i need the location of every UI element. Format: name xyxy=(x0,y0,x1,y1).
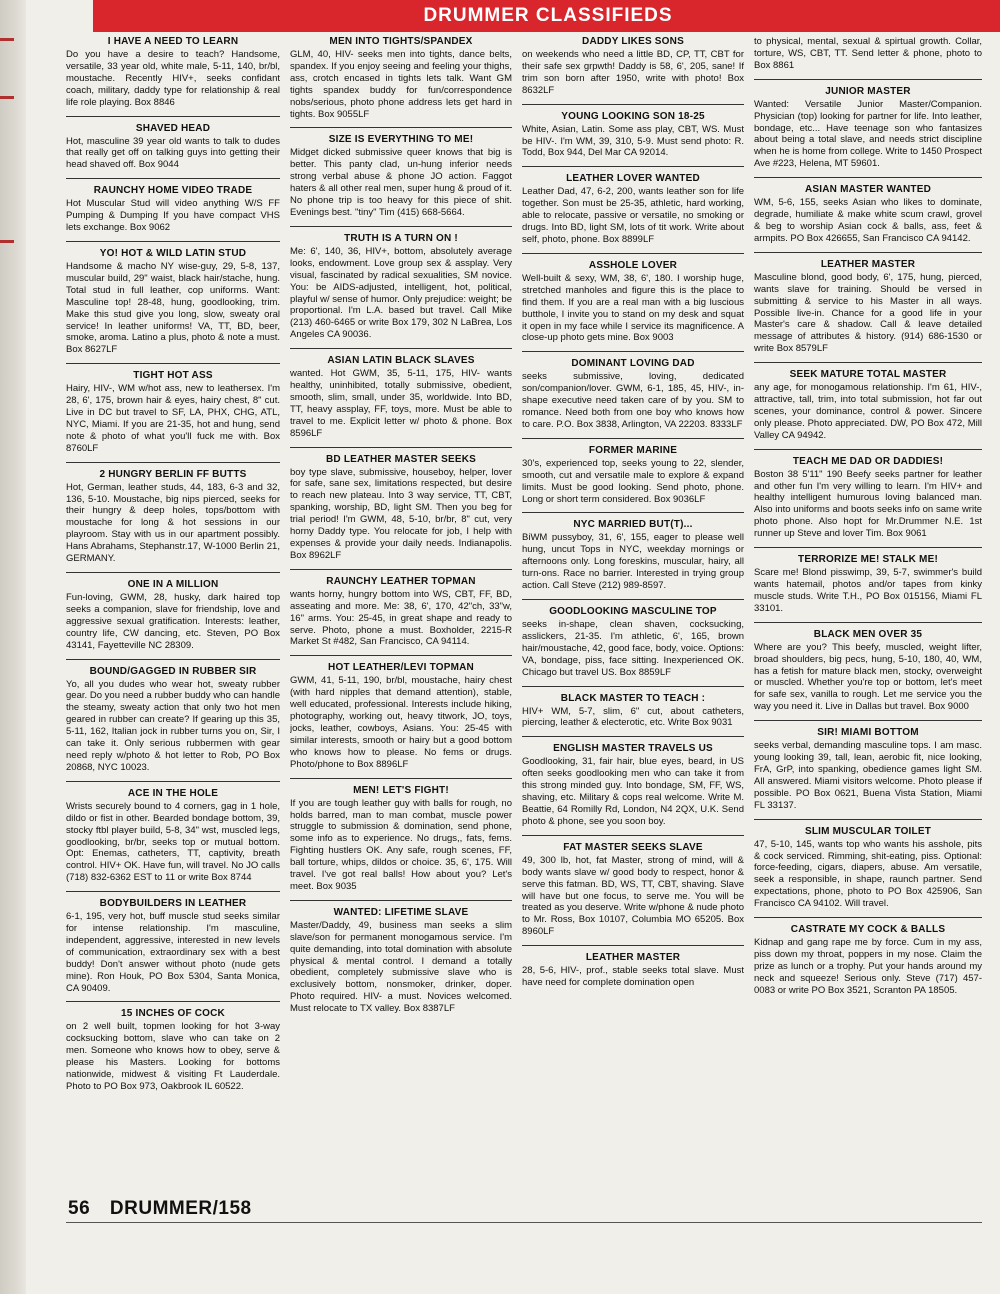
classifieds-column-1 xyxy=(66,36,280,1188)
classified-ad xyxy=(290,785,512,893)
ad-body-text: Hot, masculine 39 year old wants to talk to dudes that really get off on talking guys into getting their head shaved off. Box 9044 xyxy=(66,135,280,171)
classified-ad xyxy=(522,519,744,592)
classified-ad xyxy=(290,907,512,1015)
ad-divider xyxy=(66,659,280,660)
classified-ad xyxy=(754,727,982,811)
classified-ad xyxy=(66,666,280,774)
classified-ad xyxy=(754,86,982,170)
ad-body-text: on weekends who need a little BD, CP, TT, CBT for their safe sex grpwth! Daddy is 58, 6', 205, sane! If trim son born after 1950, write with photo! Box 8632LF xyxy=(522,49,744,96)
classified-ad xyxy=(66,248,280,356)
ad-body-text: Scare me! Blond pisswimp, 39, 5-7, swimmer's build wants hatemail, photos and/or tapes from kinky muscle studs. Write T.H., PO Box 015156, Miami FL 33101. xyxy=(754,567,982,614)
publication-issue: DRUMMER/158 xyxy=(109,1198,252,1219)
classified-ad xyxy=(522,111,744,160)
ad-headline: MEN! LET'S FIGHT! xyxy=(353,784,449,796)
ad-headline: YO! HOT & WILD LATIN STUD xyxy=(99,247,247,259)
ad-headline: CASTRATE MY COCK & BALLS xyxy=(790,924,946,936)
classified-ad xyxy=(66,370,280,454)
ad-divider xyxy=(522,351,744,352)
classifieds-column-3 xyxy=(522,36,744,1188)
ad-headline: FORMER MARINE xyxy=(588,444,678,456)
ad-divider xyxy=(290,348,512,349)
ad-headline: SHAVED HEAD xyxy=(135,122,211,134)
ad-headline: SIZE IS EVERYTHING TO ME! xyxy=(328,134,474,146)
ad-body-text: seeks verbal, demanding masculine tops. I am masc. young looking 39, tall, lean, aerobic fit, nice looking, FrA, GrP, into spanking, obedience games light SM. All answered. Miami visitors welcome. Photo please if possible. PO Box 0621, Buena Vista Station, Miami FL 33137. xyxy=(754,740,982,811)
ad-headline: ASIAN MASTER WANTED xyxy=(804,184,932,196)
ad-headline: TEACH ME DAD OR DADDIES! xyxy=(792,455,944,467)
ad-headline: RAUNCHY HOME VIDEO TRADE xyxy=(93,185,253,197)
ad-divider xyxy=(522,253,744,254)
ad-body-text: GLM, 40, HIV- seeks men into tights, dance belts, spandex. If you enjoy seeing and feeling your thighs, ass, crotch encased in tights lets talk. Want GM tights spandex buddy for fun/correspondence nobs/serious, photo phone address lets get hard in tights. Box 9055LF xyxy=(290,49,512,120)
ad-divider xyxy=(522,945,744,946)
ad-headline: DADDY LIKES SONS xyxy=(582,36,684,47)
ad-headline: FAT MASTER SEEKS SLAVE xyxy=(563,841,703,853)
ad-headline: BD LEATHER MASTER SEEKS xyxy=(326,453,476,465)
ad-headline: MEN INTO TIGHTS/SPANDEX xyxy=(329,36,473,47)
ad-body-text: BiWM pussyboy, 31, 6', 155, eager to please well hung, uncut Tops in NYC, weekday mornings or afternoons only. Long foreskins, muscular, hairy, all turn-ons. Race no barrier. Interested in trying group action. Call Steve (212) 989-8597. xyxy=(522,532,744,592)
binding-tick xyxy=(0,96,14,99)
classified-ad xyxy=(754,826,982,910)
ad-divider xyxy=(66,116,280,117)
ad-body-text: GWM, 41, 5-11, 190, br/bl, moustache, hairy chest (with hard nipples that demand attention), stable, well educated, professional. Interests include hiking, photography, working out, heavy titwork, JO, toys, jocks, leather, cowboys, Asians. You: 25-45 with similar interests, smooth or hairy but a good bottom who knows how to please. No fems or drugs. Photo/phone to Box 8896LF xyxy=(290,675,512,770)
ad-body-text: 49, 300 lb, hot, fat Master, strong of mind, will & body wants slave w/ good body to respect, honor & serve this fatman. BD, WS, TT, CBT, shaving. Slave will have but one focus, to serve me. You will be treated as you deserve. Write w/phone & nude photo to Mr. Ross, Box 10107, Columbia MO 65205. Box 8960LF xyxy=(522,854,744,938)
ad-body-text: Where are you? This beefy, muscled, weight lifter, broad shoulders, big pecs, hung, 5-10, 180, 40, WM, has a fetish for mature black men, stocky, overweight or muscled. Whether you're top or bottom, let's meet for safe sex, vanilla to rough. Let me service you the way you need it. Live in Dallas but travel. Box 9000 xyxy=(754,641,982,713)
header-banner xyxy=(93,0,1000,32)
ad-headline: LEATHER MASTER xyxy=(820,258,916,270)
ad-body-text: Master/Daddy, 49, business man seeks a slim slave/son for permanent monogamous service. I'm quite demanding, into total domination with absolute physical & mental control. I demand a totally obedient, completely submissive slave who is exclusively bottom, nonsmoker, drinker, doper. Photo required. HIV- a must. Novices welcomed. Must relocate to TX valley. Box 8387LF xyxy=(290,919,512,1015)
classified-ad xyxy=(522,36,744,97)
ad-headline: 15 INCHES OF COCK xyxy=(121,1008,225,1020)
ad-body-text: 30's, experienced top, seeks young to 22, slender, smooth, cut and versatile male to explore & expand limits. Must be good looking. Send photo, phone. Long or short term considered. Box 9036LF xyxy=(522,457,744,505)
classified-ad xyxy=(66,469,280,565)
classified-ad xyxy=(290,36,512,120)
binding-tick xyxy=(0,240,14,243)
classified-ad xyxy=(754,554,982,615)
classifieds-column-4 xyxy=(754,36,982,1188)
ad-headline: JUNIOR MASTER xyxy=(825,85,911,97)
ad-body-text: Leather Dad, 47, 6-2, 200, wants leather son for life together. Son must be 25-35, athletic, hard working, able to relocate, passive or versatile, no smoking or drugs. Into BD, light SM, lots of tit work. Write about self, photo, phone. Box 8899LF xyxy=(522,186,744,245)
ad-headline: TIGHT HOT ASS xyxy=(133,370,213,382)
classified-ad xyxy=(66,898,280,994)
ad-body-text: Goodlooking, 31, fair hair, blue eyes, beard, in US often seeks goodlooking men who can take it from this strong minded guy. Into bondage, SM, FF, WS, shaving, etc. Military & cops real welcome. Write M. Beattie, 64 Romilly Rd, London, N4 2QX, U.K. Send photo & phone, see you soon boy. xyxy=(522,756,744,827)
ad-headline: BLACK MASTER TO TEACH : xyxy=(560,692,706,704)
ad-headline: WANTED: LIFETIME SLAVE xyxy=(333,906,469,918)
ad-divider xyxy=(66,241,280,242)
classified-ad xyxy=(522,173,744,246)
classified-ad xyxy=(66,1008,280,1092)
ad-divider xyxy=(522,599,744,600)
page-number: 56 xyxy=(68,1198,91,1219)
ad-body-text: wants horny, hungry bottom into WS, CBT, FF, BD, asseating and more. Me: 38, 6', 170, 42"ch, 33"w, 16" arms. You: 25-45, in great shape and ready to serve. Photo, phone a must. Boxholder, 2215-R Market St #482, San Francisco, CA 94114. xyxy=(290,588,512,648)
page-binding-edge xyxy=(0,0,26,1294)
ad-body-text: HIV+ WM, 5-7, slim, 6" cut, about catheters, piercing, leather & electerotic, etc. Write Box 9031 xyxy=(522,705,744,729)
ad-divider xyxy=(522,104,744,105)
ad-divider xyxy=(290,226,512,227)
ad-headline: DOMINANT LOVING DAD xyxy=(571,358,695,370)
ad-headline: TERRORIZE ME! STALK ME! xyxy=(798,554,938,566)
classified-ad xyxy=(522,445,744,506)
ad-divider xyxy=(290,569,512,570)
ad-headline: SLIM MUSCULAR TOILET xyxy=(804,825,932,837)
ad-headline: ACE IN THE HOLE xyxy=(127,787,219,799)
binding-tick xyxy=(0,38,14,41)
ad-body-text: to physical, mental, sexual & spirtual growth. Collar, torture, WS, CBT, TT. Send letter & phone, photo to Box 8861 xyxy=(754,36,982,71)
ad-body-text: 6-1, 195, very hot, buff muscle stud seeks similar for intense relationship. I'm masculine, independent, aggressive, interested in new levels of communication, extraordinary sex with a best buddy! Don't answer without photo (nude gets mine). Ron Houk, PO Box 5304, Santa Monica, CA 90409. xyxy=(66,911,280,994)
ad-divider xyxy=(522,438,744,439)
ad-headline: TRUTH IS A TURN ON ! xyxy=(344,232,458,244)
ad-body-text: Masculine blond, good body, 6', 175, hung, pierced, wants slave for training. Should be versed in submitting & service to his Master in all ways. Possible live-in. Chance for a good life in your Master's care & shadow. Call & leave detailed message of attributes & history. (914) 686-1530 or write Box 8579LF xyxy=(754,271,982,355)
ad-body-text: Boston 38 5'11" 190 Beefy seeks partner for leather and other fun I'm very willing to learn. I'm HIV+ and healthy intelligent humurous loving balanced man. Also into uniforms and boots seeks info on same write photo phone. Also hopt for Mr.Drummer N.E. 1st runner up Steve and lover Tim. Box 9061 xyxy=(754,468,982,540)
ad-headline: SIR! MIAMI BOTTOM xyxy=(817,727,919,739)
ad-divider xyxy=(754,917,982,918)
ad-divider xyxy=(66,178,280,179)
ad-body-text: Me: 6', 140, 36, HIV+, bottom, absolutely average looks, endowment. Love group sex & assplay. Very visual, fascinated by radical sexualities, SM novice. You: be AIDS-adjusted, intelligent, hot, political, playful w/ sense of humor. Only prejudice: weight; be proportional. I'm L.A. based but travel. Call Mike (213) 460-6465 or write Box 179, 302 N LaBrea, Los Angeles CA 90036. xyxy=(290,245,512,341)
ad-divider xyxy=(754,547,982,548)
ad-body-text: Handsome & macho NY wise-guy, 29, 5-8, 137, muscular build, 29" waist, black hair/stache, hung. Total stud in full leather, cop uniforms. Want: Masculine top! 28-48, hung, goodlooking, trim. Make this stud give you long, slow, sweaty oral service! In leather uniforms! VA, TT, BD, beer, smoke, aroma. Latino a plus, photo & note a must. Box 8627LF xyxy=(66,260,280,356)
ad-body-text: wanted. Hot GWM, 35, 5-11, 175, HIV- wants healthy, uninhibited, totally submissive, obedient, smooth, slim, small, under 35, worldwide. Into BD, TT, heavy assplay, FF, toys, more. Must be able to travel to me. Explicit letter w/ photo & phone. Box 8596LF xyxy=(290,368,512,439)
classified-ad xyxy=(754,629,982,713)
ad-divider xyxy=(522,166,744,167)
classified-ad xyxy=(522,842,744,938)
ad-body-text: Hairy, HIV-, WM w/hot ass, new to leathersex. I'm 28, 6', 175, brown hair & eyes, hairy chest, 8" cut. Live in DC but travel to SF, LA, PHX, CHG, ATL, NYC, Miami. If you are 21-35, hot and hung, send note & photo of what you'll fuck me with. Box 8760LF xyxy=(66,383,280,454)
ad-divider xyxy=(522,512,744,513)
ad-headline: HOT LEATHER/LEVI TOPMAN xyxy=(328,662,474,674)
ad-body-text: Well-built & sexy, WM, 38, 6', 180. I worship huge, stretched manholes and figure this is the place to find them. If you are a real man with a big luscious butthole, I invite you to stand on my desk and squat it open in my face while I service its magnificence. A close-up photo gets mine. Box 9003 xyxy=(522,272,744,344)
classified-ad xyxy=(522,952,744,989)
ad-divider xyxy=(522,835,744,836)
ad-divider xyxy=(754,362,982,363)
ad-divider xyxy=(66,781,280,782)
ad-divider xyxy=(754,819,982,820)
classified-ad xyxy=(290,355,512,439)
ad-headline: SEEK MATURE TOTAL MASTER xyxy=(789,369,947,381)
ad-divider xyxy=(66,891,280,892)
ad-body-text: If you are tough leather guy with balls for rough, no holds barred, man to man combat, muscle power struggle to submission & domination, send phone, some info as to experience. No drugs,, fats, fems. Fighting hustlers OK. Any safe, rough scenes, FF, ball torture, whips, dildos or choice. 35, 6', 175. Will travel. I've got real balls! How about you? Let's meet. Box 9035 xyxy=(290,797,512,892)
ad-body-text: Do you have a desire to teach? Handsome, versatile, 33 year old, white male, 5-11, 140, br/bl, moustache. Recently HIV+, seeks confidant coach, military, daddy type for relationship & real life role playing. Box 8846 xyxy=(66,49,280,108)
ad-divider xyxy=(290,900,512,901)
ad-headline: I HAVE A NEED TO LEARN xyxy=(107,36,239,47)
ad-body-text: Hot, German, leather studs, 44, 183, 6-3 and 32, 136, 5-10. Moustache, big nips pierced, seeks for their hungry & deep holes, tops/bottom with moustache for long & hot sessions in our playroom. Stay with us in our apartment possibly. Hans Abrahams, Stephanstr.17, W-1000 Berlin 21, GERMANY. xyxy=(66,481,280,565)
ad-body-text: Hot Muscular Stud will video anything W/S FF Pumping & Dumping If you have compact VHS lets exchange. Box 9062 xyxy=(66,198,280,234)
ad-divider xyxy=(754,177,982,178)
ad-divider xyxy=(754,449,982,450)
ad-body-text: 47, 5-10, 145, wants top who wants his asshole, pits & cock serviced. Rimming, shit-eating, piss. Optional: force-feeding, cigars, diapers, abuse. Am versatile, seek a responsible, in shape, raunch partner. Send expectations, phone, photo to PO Box 425906, San Francisco CA 94102. Will travel. xyxy=(754,838,982,910)
classified-ad xyxy=(290,454,512,562)
ad-body-text: boy type slave, submissive, houseboy, helper, lover for safe, sane sex, limitations respected, but desire to reach new plateau. Into 3 way service, TT, CBT, spanking, worship, BD, light SM. Then you beg for trial period! I'm GWM, 48, 5-10, br/br, 8" cut, very horny Daddy type. You relocate for job, I help with expenses & provide your daily needs. Indianapolis. Box 8962LF xyxy=(290,466,512,561)
ad-body-text: Yo, all you dudes who wear hot, sweaty rubber gear. Do you need a rubber buddy who can handle the steamy, sweaty action that only two hot men geared in rubber can create? If gearing up this 35, 5-11, 162, Italian jock in rubber turns you on, Sir, I can take it. Only serious rubbermen with gear need reply w/photo & hot letter to Rob, PO Box 20868, NYC 10023. xyxy=(66,678,280,773)
ad-body-text: White, Asian, Latin. Some ass play, CBT, WS. Must be HIV-. I'm WM, 39, 310, 5-9. Must send photo: R. Todd, Box 944, Del Mar CA 92014. xyxy=(522,123,744,159)
footer-divider xyxy=(66,1222,982,1223)
classified-ad xyxy=(290,576,512,649)
ad-body-text: Wanted: Versatile Junior Master/Companion. Physician (top) looking for partner for life. Into leather, bondage, etc... Have teenage son who fantasizes about being a total slave, and needs strict discipline when he is home from college. Write to 1450 Prospect Ave #223, Helena, MT 59601. xyxy=(754,98,982,170)
ad-divider xyxy=(66,1001,280,1002)
classified-ad xyxy=(754,259,982,355)
ad-body-text: on 2 well built, topmen looking for hot 3-way cocksucking bottom, slave who can take on 2 men. Someone who knows how to obey, serve & please his Masters. Looking for bottoms nationwide, midwest & visiting Ft Lauderdale. Photo to PO Box 973, Oakbrook IL 60522. xyxy=(66,1021,280,1092)
classified-ad xyxy=(522,260,744,344)
ad-body-text: WM, 5-6, 155, seeks Asian who likes to dominate, degrade, humiliate & make white scum crawl, grovel & beg to worship Asian cock & balls, ass, feet & armpits. PO Box 426655, San Francisco CA 94142. xyxy=(754,197,982,244)
ad-headline: ONE IN A MILLION xyxy=(127,579,219,590)
classified-ad xyxy=(754,456,982,540)
ad-divider xyxy=(66,462,280,463)
ad-divider xyxy=(290,655,512,656)
ad-headline: 2 HUNGRY BERLIN FF BUTTS xyxy=(99,468,247,480)
classified-ad xyxy=(522,358,744,431)
ad-headline: BOUND/GAGGED IN RUBBER SIR xyxy=(89,665,257,677)
ad-divider xyxy=(754,720,982,721)
classifieds-column-2 xyxy=(290,36,512,1188)
page-title: DRUMMER CLASSIFIEDS xyxy=(423,5,673,26)
classified-ad xyxy=(66,123,280,172)
classified-ad xyxy=(754,369,982,442)
classified-ad xyxy=(754,924,982,997)
classified-ad xyxy=(754,184,982,245)
classified-ad xyxy=(290,233,512,341)
ad-divider xyxy=(754,79,982,80)
ad-divider xyxy=(522,736,744,737)
classified-ad xyxy=(66,788,280,884)
ad-body-text: Midget dicked submissive queer knows that big is better. This panty clad, un-hung inferior needs strong verbal abuse & phone JO action. Faggot haters & all other real men, super hung & proud of it. No phone trip is too heavy for this piece of shit. Evenings best. "tiny" Tim (415) 668-5664. xyxy=(290,147,512,218)
ad-body-text: Kidnap and gang rape me by force. Cum in my ass, piss down my throat, poppers in my nose. Claim the prize as lunch or a trophy. Put your hands around my neck and squeeze! Serious only. Steve (717) 457-0083 or write PO Box 3521, Scranton PA 18505. xyxy=(754,937,982,996)
ad-headline: LEATHER LOVER WANTED xyxy=(566,173,700,185)
ad-headline: LEATHER MASTER xyxy=(585,952,681,964)
ad-headline: NYC MARRIED BUT(T)... xyxy=(573,519,693,531)
ad-headline: BLACK MEN OVER 35 xyxy=(813,628,923,640)
classified-ad xyxy=(290,134,512,218)
ad-body-text: 28, 5-6, HIV-, prof., stable seeks total slave. Must have need for complete domination open xyxy=(522,965,744,989)
ad-headline: RAUNCHY LEATHER TOPMAN xyxy=(326,575,476,587)
ad-body-text: Wrists securely bound to 4 corners, gag in 1 hole, dildo or fist in other. Bearded bondage bottom, 39, stocky ftbl player build, 5-8, 34" wst, muscled legs, goodlooking, br/br, seeks top or mutual bottom. Opt: Enemas, catheters, TT, captivity, breath control. HIV+ OK. Have fun, will travel. No JO calls (718) 832-6362 EST to 11 or write Box 8744 xyxy=(66,800,280,884)
ad-body-text: seeks submissive, loving, dedicated son/companion/lover. GWM, 6-1, 185, 45, HIV-, in-shape executive need taken care of by you. SM to romance. Need both from one boy who knows how to care. P.O. Box 3838, Arlington, VA 22203. 8333LF xyxy=(522,371,744,430)
ad-divider xyxy=(522,686,744,687)
classified-ad xyxy=(66,579,280,652)
ad-headline: BODYBUILDERS IN LEATHER xyxy=(99,898,247,910)
ad-headline: ENGLISH MASTER TRAVELS US xyxy=(553,743,713,755)
ad-divider xyxy=(290,778,512,779)
classified-ad xyxy=(754,36,982,72)
ad-headline: YOUNG LOOKING SON 18-25 xyxy=(561,110,705,122)
ad-divider xyxy=(754,252,982,253)
classified-ad xyxy=(290,662,512,770)
classified-ad xyxy=(522,743,744,827)
ad-body-text: seeks in-shape, clean shaven, cocksucking, asslickers, 21-35. I'm athletic, 6', 165, brown hair/moustache, 42, good face, body, voice. Options: VA, bondage, piss, face sitting. Inexperienced OK. Chicago but travel US. Box 8859LF xyxy=(522,619,744,678)
ad-headline: ASSHOLE LOVER xyxy=(588,259,678,271)
classified-ad xyxy=(522,606,744,679)
ad-divider xyxy=(66,572,280,573)
page-folio xyxy=(68,1198,252,1220)
ad-headline: ASIAN LATIN BLACK SLAVES xyxy=(327,355,475,367)
classified-ad xyxy=(66,185,280,234)
classified-ad xyxy=(522,693,744,730)
ad-divider xyxy=(754,622,982,623)
ad-headline: GOODLOOKING MASCULINE TOP xyxy=(549,606,717,617)
ad-divider xyxy=(290,447,512,448)
ad-body-text: any age, for monogamous relationship. I'm 61, HIV-, attractive, tall, trim, into total submission, hot far out scenes, your dominance, control & power. Sincere only please. Photo appreciated. DW, PO Box 472, Mill Valley CA 94942. xyxy=(754,382,982,441)
ad-divider xyxy=(66,363,280,364)
ad-body-text: Fun-loving, GWM, 28, husky, dark haired top seeks a companion, slave for friendship, love and aggressive sexual gratification. Interests: leather, country life, CW dancing, etc. Steven, PO Box 43141, Fayetteville NC 28309. xyxy=(66,592,280,651)
classified-ad xyxy=(66,36,280,109)
ad-divider xyxy=(290,127,512,128)
